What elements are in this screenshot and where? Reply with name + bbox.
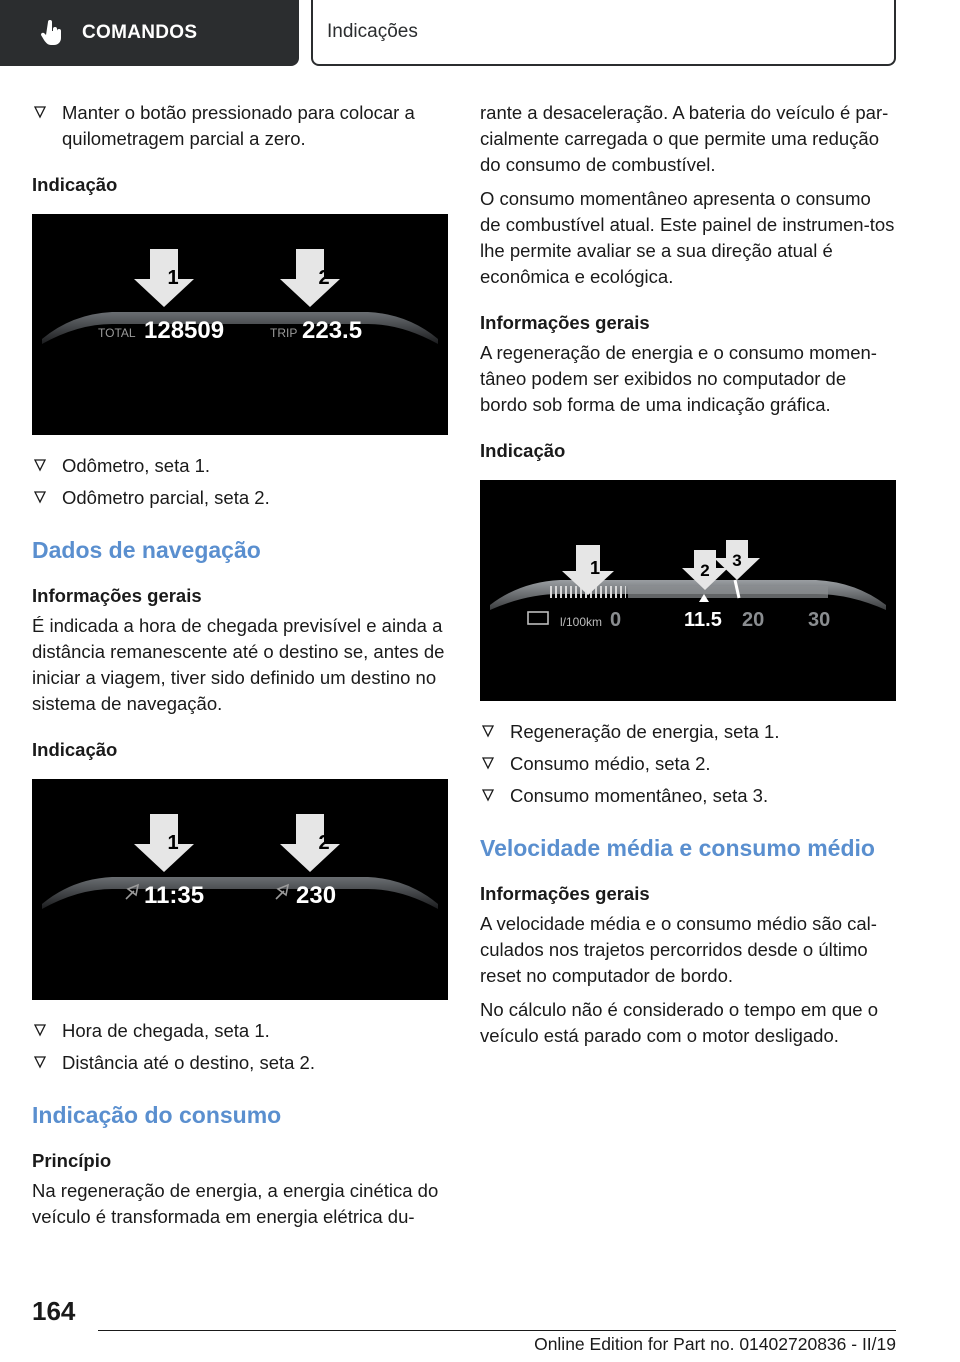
bullet-triangle-icon (34, 490, 46, 504)
bullet-triangle-icon (34, 458, 46, 472)
velocidade-paragraph-2: No cálculo não é considerado o tempo em que o veículo está parado com o motor desligado. (480, 999, 879, 1046)
consumption-figure (480, 480, 896, 701)
arrow-1-icon (134, 249, 194, 307)
page-number: 164 (32, 1296, 76, 1326)
consumption-scale (628, 586, 828, 598)
arrow-2-icon (280, 814, 340, 872)
distance-value: 230 (296, 882, 337, 909)
battery-icon (528, 612, 548, 624)
arrow-2-label: 2 (318, 267, 330, 289)
scale-20-label: 20 (742, 609, 765, 631)
odometer-figure (32, 214, 448, 435)
heading-dados-navegacao: Dados de navegação (32, 537, 261, 563)
right-column (480, 100, 896, 1057)
list-item: Distância até o destino, seta 2. (32, 1050, 448, 1076)
section-title: COMANDOS (82, 22, 198, 43)
principio-paragraph: Na regeneração de energia, a energia cinética do veículo é transformada em energia elétrica du- (32, 1180, 439, 1227)
edition-text: Online Edition for Part no. 01402720836 - II/19 (534, 1334, 896, 1354)
label-informacoes-gerais: Informações gerais (32, 585, 202, 606)
list-item: Odômetro, seta 1. (32, 453, 448, 479)
list-item: Hora de chegada, seta 1. (32, 1018, 448, 1044)
list-item: Odômetro parcial, seta 2. (32, 485, 448, 511)
label-indicacao: Indicação (480, 440, 566, 461)
section-tab (0, 0, 299, 66)
average-value: 11.5 (684, 609, 722, 631)
left-column (32, 100, 448, 1238)
label-principio: Princípio (32, 1150, 112, 1171)
unit-label: l/100km (560, 615, 603, 629)
consumption-list (480, 719, 896, 809)
label-informacoes-gerais: Informações gerais (480, 883, 650, 904)
label-indicacao: Indicação (32, 739, 118, 760)
chapter-box (311, 0, 896, 66)
list-item: Regeneração de energia, seta 1. (480, 719, 896, 745)
total-label: TOTAL (98, 326, 136, 340)
info-paragraph: A regeneração de energia e o consumo momen-tâneo podem ser exibidos no computador de bordo sob forma de uma indicação gráfica. (480, 342, 877, 415)
trip-label: TRIP (270, 326, 298, 340)
display-frame (42, 877, 438, 909)
arrow-1-label: 1 (589, 558, 601, 578)
total-value: 128509 (144, 317, 225, 344)
navigation-figure (32, 779, 448, 1000)
label-indicacao: Indicação (32, 174, 118, 195)
footer-divider (98, 1330, 896, 1331)
list-item: Consumo médio, seta 2. (480, 751, 896, 777)
label-informacoes-gerais: Informações gerais (480, 312, 650, 333)
intro-list (32, 100, 448, 152)
bullet-triangle-icon (34, 1055, 46, 1069)
hand-pointer-icon (40, 20, 64, 46)
arrow-2-label: 2 (318, 832, 330, 854)
heading-indicacao-consumo: Indicação do consumo (32, 1102, 282, 1128)
arrow-2-icon (280, 249, 340, 307)
bullet-triangle-icon (482, 756, 494, 770)
continuation-paragraph: rante a desaceleração. A bateria do veículo é par-cialmente carregada o que permite uma redução do consumo de combustível. (480, 102, 889, 175)
arrow-1-icon (134, 814, 194, 872)
arrow-3-label: 3 (732, 551, 742, 570)
bullet-triangle-icon (34, 1023, 46, 1037)
odometer-list (32, 453, 448, 511)
bullet-triangle-icon (482, 724, 494, 738)
consumo-paragraph: O consumo momentâneo apresenta o consumo de combustível atual. Este painel de instrumen-tos lhe permite avaliar se a sua direção atual é econômica e ecológica. (480, 188, 895, 287)
chapter-title: Indicações (327, 21, 418, 42)
scale-30-label: 30 (808, 609, 831, 631)
scale-0-label: 0 (610, 609, 622, 631)
list-item: Consumo momentâneo, seta 3. (480, 783, 896, 809)
bullet-triangle-icon (34, 105, 46, 119)
bullet-triangle-icon (482, 788, 494, 802)
list-item: Manter o botão pressionado para colocar a quilometragem parcial a zero. (32, 100, 448, 152)
arrow-1-label: 1 (167, 832, 179, 854)
page-header (0, 0, 960, 66)
velocidade-paragraph-1: A velocidade média e o consumo médio são cal-culados nos trajetos percorridos desde o último reset no computador de bordo. (480, 913, 877, 986)
arrow-2-label: 2 (700, 561, 710, 580)
nav-paragraph: É indicada a hora de chegada previsível e ainda a distância remanescente até o destino se, antes de iniciar a viagem, tiver sido definido um destino no sistema de navegação. (32, 615, 445, 714)
navigation-list (32, 1018, 448, 1076)
heading-velocidade-media: Velocidade média e consumo médio (480, 835, 875, 861)
trip-value: 223.5 (302, 317, 363, 344)
arrow-1-label: 1 (167, 267, 179, 289)
arrival-time-value: 11:35 (144, 882, 205, 909)
